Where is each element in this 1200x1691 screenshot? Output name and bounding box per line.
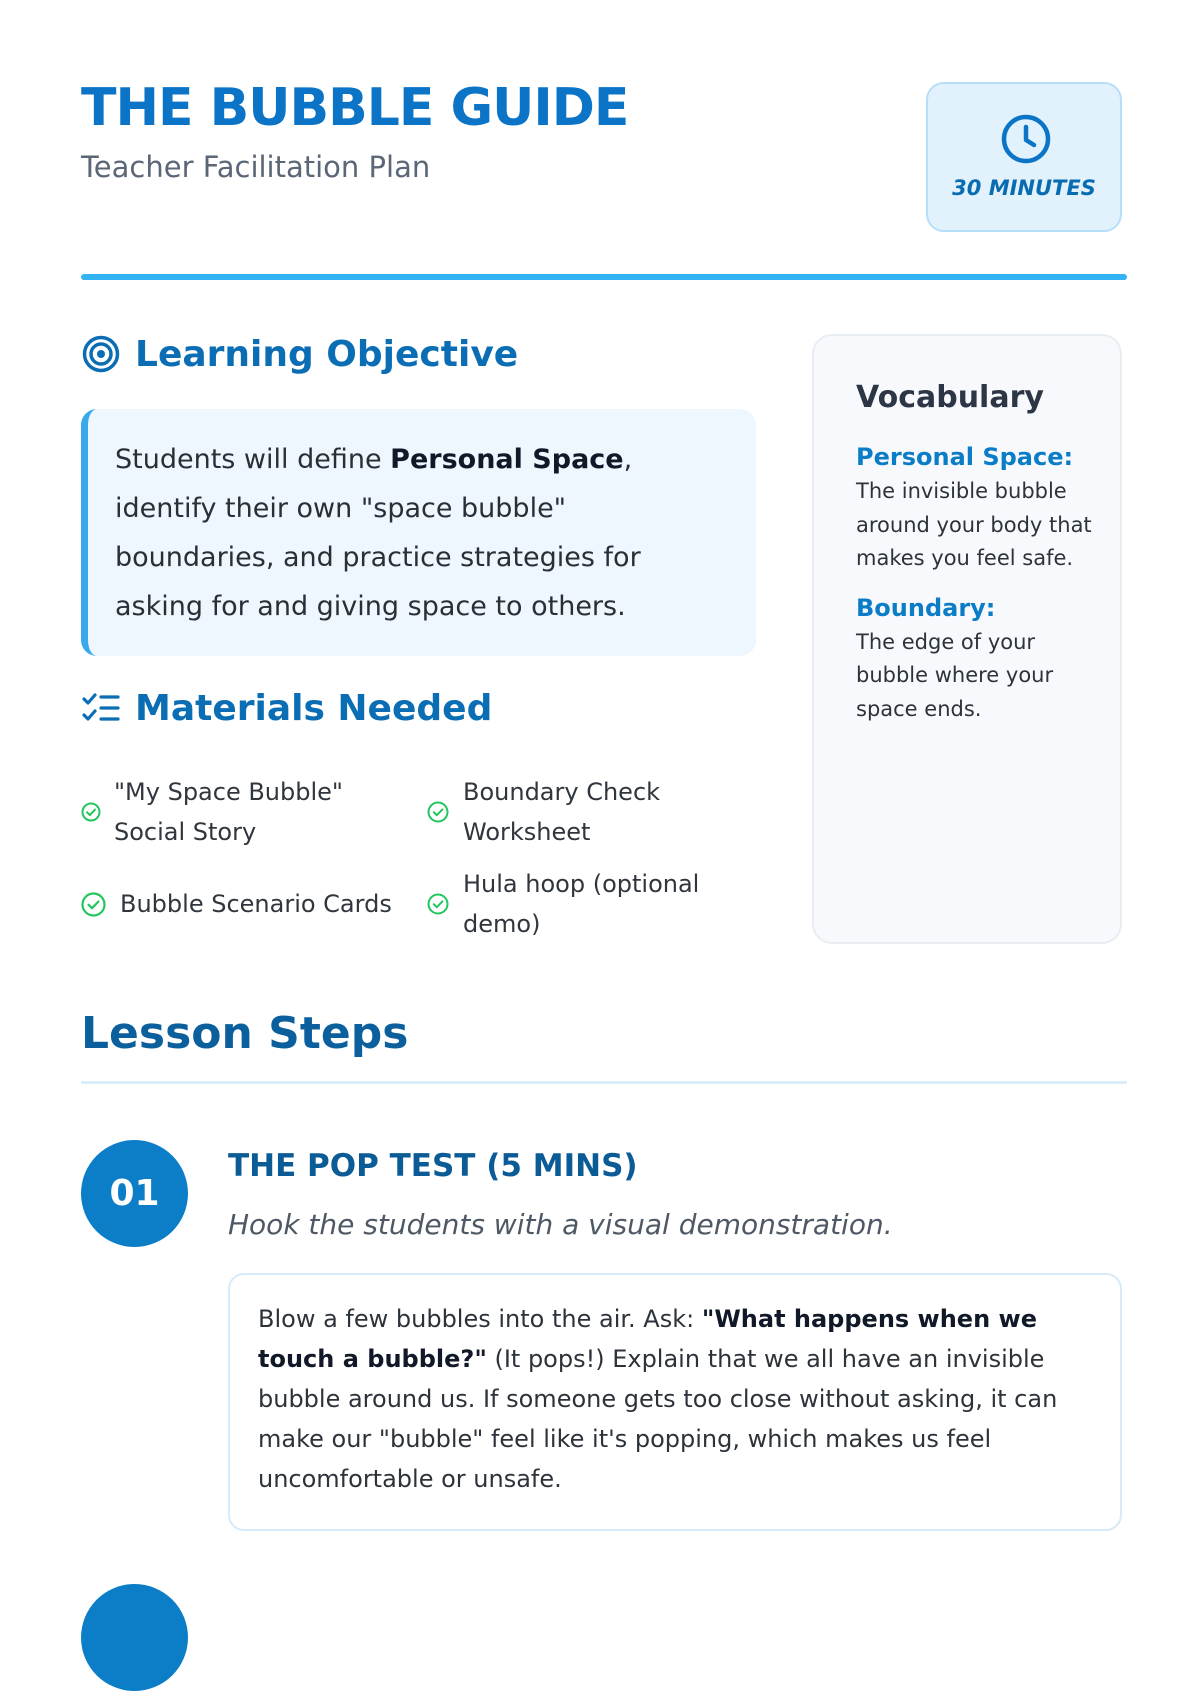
duration-label: 30 MINUTES	[952, 176, 1096, 200]
step-hook: Hook the students with a visual demonstration.	[228, 1208, 893, 1241]
materials-heading-label: Materials Needed	[135, 687, 493, 729]
step-question: "What happens when we touch a bubble?"	[258, 1305, 1037, 1373]
check-circle-icon	[427, 893, 449, 915]
materials-heading	[81, 684, 492, 732]
lesson-steps-divider	[81, 1081, 1127, 1084]
objective-heading	[81, 330, 518, 378]
vocabulary-card	[812, 334, 1122, 944]
material-item	[81, 772, 391, 852]
page-subtitle: Teacher Facilitation Plan	[81, 150, 431, 184]
page-title: THE BUBBLE GUIDE	[81, 78, 629, 138]
objective-callout	[81, 409, 756, 656]
vocab-term: Personal Space:	[856, 443, 1074, 471]
target-icon	[81, 334, 121, 374]
vocabulary-title: Vocabulary	[856, 380, 1044, 415]
check-circle-icon	[81, 802, 101, 822]
header-divider	[81, 274, 1127, 280]
objective-heading-label: Learning Objective	[135, 333, 519, 375]
material-label: Boundary Check Worksheet	[463, 778, 661, 846]
material-item	[427, 864, 757, 944]
clock-icon	[999, 112, 1053, 166]
material-item	[427, 772, 747, 852]
objective-key-term: Personal Space	[390, 444, 624, 475]
lesson-plan-page	[81, 0, 1127, 1600]
step-number-badge: 01	[81, 1140, 188, 1247]
vocab-term: Boundary:	[856, 593, 996, 622]
materials-list	[81, 772, 761, 952]
step-description: Blow a few bubbles into the air. Ask: "What happens when we touch a bubble?" (It pops!) Explain that we all have an invisible bubble around us. If someone gets too close without asking, it can make our "bubble" feel like it's popping, which makes us feel uncomfortable or unsafe.	[258, 1305, 1058, 1493]
checklist-icon	[81, 688, 121, 728]
objective-text: Students will define Personal Space, identify their own "space bubble" boundaries, and practice strategies for asking for and giving space to others.	[115, 444, 641, 622]
vocab-definition: The invisible bubble around your body that makes you feel safe.	[856, 479, 1092, 570]
material-label: "My Space Bubble" Social Story	[114, 778, 343, 846]
step-title: THE POP TEST (5 MINS)	[228, 1148, 638, 1184]
step-number-badge	[81, 1584, 188, 1691]
material-label: Bubble Scenario Cards	[120, 890, 392, 918]
lesson-steps-heading: Lesson Steps	[81, 1008, 409, 1059]
material-label: Hula hoop (optional demo)	[463, 870, 700, 938]
duration-card	[926, 82, 1122, 232]
check-circle-icon	[427, 801, 449, 823]
check-circle-icon	[81, 892, 106, 917]
step-description-card	[228, 1273, 1122, 1531]
vocab-definition: The edge of your bubble where your space ends.	[856, 629, 1054, 721]
material-item	[81, 864, 411, 944]
